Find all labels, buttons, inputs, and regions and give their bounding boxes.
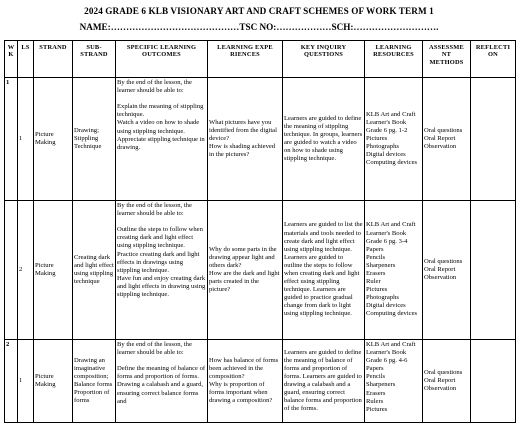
cell-resources: KLB Art and Craft Learner's Book Grade 6 pg. 3-4 Papers Pencils Sharpeners Erasers Ruler Pictures Photographs Digital devices Computing devices	[365, 201, 423, 340]
cell-sub-strand: Drawing; Stippling Technique	[73, 78, 116, 201]
cell-assessment: Oral questions Oral Report Observation	[423, 201, 471, 340]
header-outcomes: SPECIFIC LEARNING OUTCOMES	[116, 41, 208, 78]
cell-sub-strand: Creating dark and light effect using stippling technique	[73, 201, 116, 340]
cell-wk: 1	[5, 78, 18, 201]
header-sub-strand: SUB-STRAND	[73, 41, 116, 78]
cell-inquiry: Learners are guided to list the materials and tools needed to create dark and light effect using stippling technique. Learners are guided to outline the steps to follow when creating dark and light effect using stippling technique. Learners are guided to practice gradual change from dark to light using stippling technique.	[283, 201, 365, 340]
header-assessment: ASSESSME NT METHODS	[423, 41, 471, 78]
header-inquiry: KEY INQUIRY QUESTIONS	[283, 41, 365, 78]
cell-reflection	[471, 340, 516, 423]
header-resources: LEARNING RESOURCES	[365, 41, 423, 78]
header-strand: STRAND	[34, 41, 73, 78]
header-ls: LS	[18, 41, 34, 78]
cell-resources: KLB Art and Craft Learner's Book Grade 6 pg. 4-6 Papers Pencils Sharpeners Erasers Rulers Pictures	[365, 340, 423, 423]
cell-reflection	[471, 201, 516, 340]
cell-outcomes: By the end of the lesson, the learner should be able to: Explain the meaning of stippling technique. Watch a video on how to shade using stippling technique. Appreciate stippling technique in drawing.	[116, 78, 208, 201]
table-row	[5, 201, 516, 340]
scheme-of-work-table	[4, 40, 516, 423]
cell-strand: Picture Making	[34, 340, 73, 423]
cell-experiences: Why do some parts in the drawing appear light and others dark? How are the dark and light parts created in the picture?	[208, 201, 283, 340]
cell-resources: KLB Art and Craft Learner's Book Grade 6 pg. 1-2 Pictures Photographs Digital devices Computing devices	[365, 78, 423, 201]
cell-experiences: How has balance of forms been achieved in the composition? Why is proportion of forms important when drawing a composition?	[208, 340, 283, 423]
document-title: 2024 GRADE 6 KLB VISIONARY ART AND CRAFT SCHEMES OF WORK TERM 1	[84, 6, 434, 16]
cell-wk	[5, 201, 18, 340]
cell-inquiry: Learners are guided to define the meaning of stippling technique. In groups, learners are guided to watch a video on how to shade using stippling technique.	[283, 78, 365, 201]
cell-strand: Picture Making	[34, 78, 73, 201]
header-experiences: LEARNING EXPE RIENCES	[208, 41, 283, 78]
cell-assessment: Oral questions Oral Report Observation	[423, 78, 471, 201]
cell-strand: Picture Making	[34, 201, 73, 340]
table-header-row	[5, 41, 516, 78]
cell-assessment: Oral questions Oral Report Observation	[423, 340, 471, 423]
cell-wk: 2	[5, 340, 18, 423]
header-reflection: REFLECTI ON	[471, 41, 516, 78]
cell-inquiry: Learners are guided to define the meaning of balance of forms and proportion of forms. Learners are guided to drawing a calabash and a guard, ensuring correct balance forms and proportion of the forms.	[283, 340, 365, 423]
cell-ls: 1	[18, 78, 34, 201]
cell-ls: 1	[18, 340, 34, 423]
cell-outcomes: By the end of the lesson, the learner should be able to: Define the meaning of balance of forms and proportion of forms. Drawing a calabash and a guard, ensuring correct balance forms and	[116, 340, 208, 423]
cell-sub-strand: Drawing an imaginative composition; Balance forms Proportion of forms	[73, 340, 116, 423]
cell-outcomes: By the end of the lesson, the learner should be able to: Outline the steps to follow when creating dark and light effect using stippling technique. Practice creating dark and light effects in drawings using stippling technique. Have fun and enjoy creating dark and light effects in drawing using stippling technique.	[116, 201, 208, 340]
cell-experiences: What pictures have you identified from the digital device? How is shading achieved in the pictures?	[208, 78, 283, 201]
table-row	[5, 340, 516, 423]
cell-ls: 2	[18, 201, 34, 340]
teacher-details-line: NAME:……………………………………TSC NO:………………SCH:……………………….	[79, 22, 439, 32]
table-row	[5, 78, 516, 201]
cell-reflection	[471, 78, 516, 201]
header-wk: WK	[5, 41, 18, 78]
